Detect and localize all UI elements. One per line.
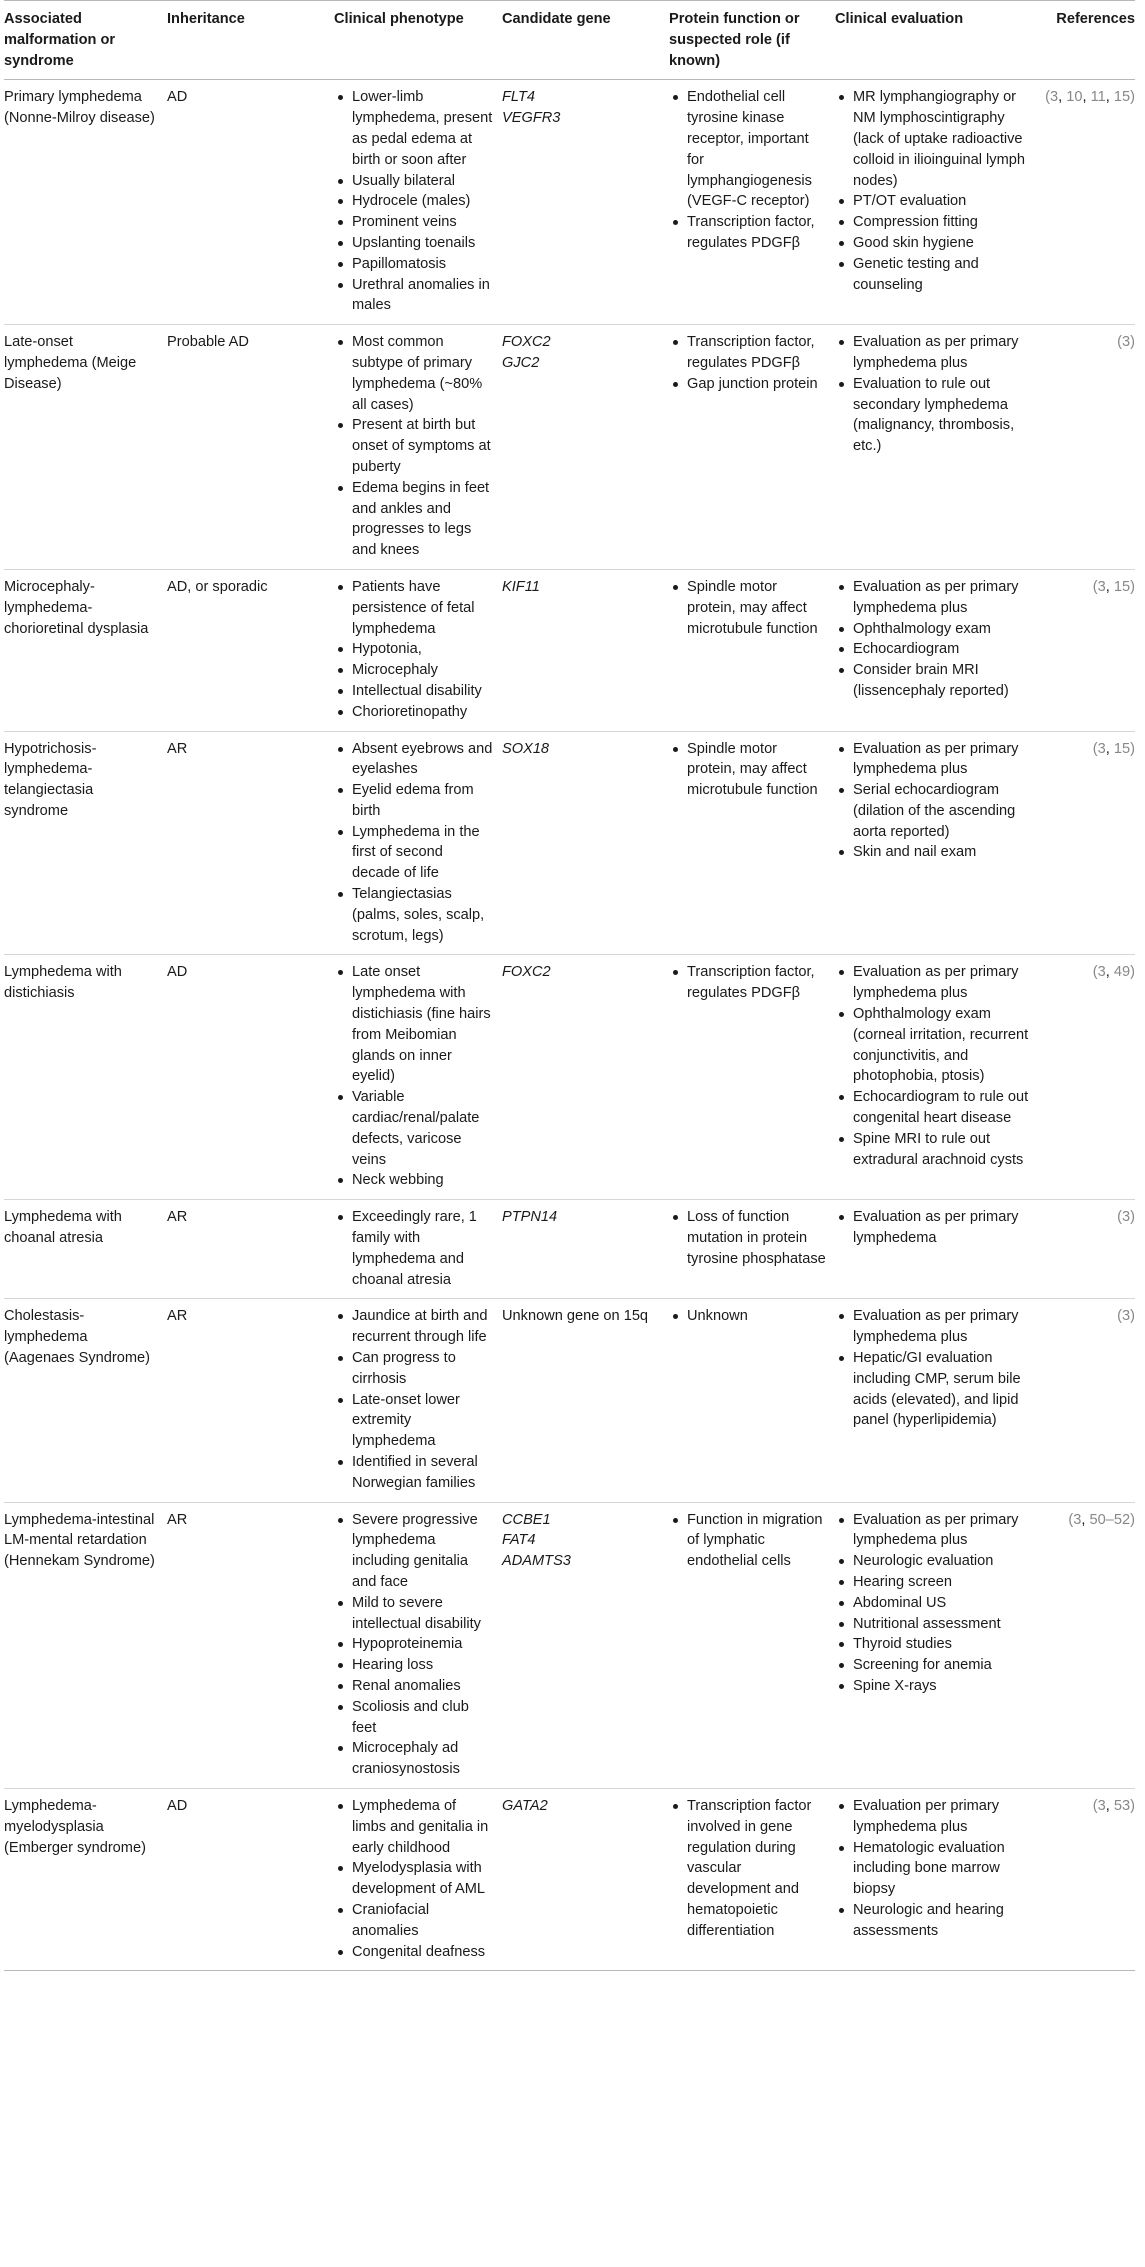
evaluation-item: Spine X-rays [853, 1676, 1035, 1697]
phenotype-item-list [334, 577, 494, 723]
phenotype-item-list [334, 1510, 494, 1780]
gene-name: FLT4 [502, 89, 535, 106]
gene-cell [502, 1200, 669, 1299]
function-item: Transcription factor, regulates PDGFβ [687, 962, 827, 1004]
evaluation-item: Good skin hygiene [853, 233, 1035, 254]
reference-link[interactable]: 3 [1097, 964, 1106, 981]
function-item-list [669, 577, 827, 639]
evaluation-cell [835, 1299, 1043, 1502]
references-cell: (3, 10, 11, 15) [1043, 80, 1135, 325]
phenotype-item: Exceedingly rare, 1 family with lymphedema and choanal atresia [352, 1207, 494, 1290]
table-row [4, 1788, 1135, 1970]
syndrome-cell [4, 325, 167, 570]
reference-link[interactable]: 3 [1097, 1797, 1106, 1814]
evaluation-item-list [835, 962, 1035, 1170]
evaluation-item: Hearing screen [853, 1572, 1035, 1593]
evaluation-item: Screening for anemia [853, 1655, 1035, 1676]
evaluation-cell [835, 1502, 1043, 1788]
phenotype-item: Late-onset lower extremity lymphedema [352, 1390, 494, 1452]
phenotype-item: Late onset lymphedema with distichiasis (fine hairs from Meibomian glands on inner eyelid) [352, 962, 494, 1087]
table-row [4, 731, 1135, 955]
gene-name: CCBE1 [502, 1511, 551, 1528]
evaluation-item: Ophthalmology exam (corneal irritation, recurrent conjunctivitis, and photophobia, ptosis) [853, 1004, 1035, 1087]
header-phenotype: Clinical phenotype [334, 1, 502, 80]
evaluation-item: Ophthalmology exam [853, 619, 1035, 640]
phenotype-item-list [334, 1306, 494, 1493]
evaluation-item: PT/OT evaluation [853, 191, 1035, 212]
reference-link[interactable]: 3 [1073, 1511, 1082, 1528]
evaluation-item-list [835, 87, 1035, 295]
syndrome-cell [4, 955, 167, 1200]
gene-cell [502, 731, 669, 955]
phenotype-item: Congenital deafness [352, 1942, 494, 1963]
inheritance-value: AR [167, 740, 188, 757]
protein-function-cell [669, 731, 835, 955]
function-item: Transcription factor, regulates PDGFβ [687, 332, 827, 374]
gene-cell [502, 325, 669, 570]
phenotype-item: Severe progressive lymphedema including genitalia and face [352, 1510, 494, 1593]
evaluation-item: Abdominal US [853, 1593, 1035, 1614]
inheritance-cell [167, 1502, 334, 1788]
phenotype-item: Can progress to cirrhosis [352, 1348, 494, 1390]
syndrome-name: Hypotrichosis-lymphedema-telangiectasia syndrome [4, 740, 97, 819]
function-item-list [669, 1510, 827, 1572]
evaluation-item-list [835, 1510, 1035, 1697]
protein-function-cell [669, 569, 835, 731]
inheritance-value: AD, or sporadic [167, 578, 268, 595]
phenotype-item: Scoliosis and club feet [352, 1697, 494, 1739]
syndrome-name: Lymphedema with distichiasis [4, 964, 122, 1002]
gene-name: VEGFR3 [502, 110, 561, 127]
evaluation-cell [835, 731, 1043, 955]
evaluation-item: Nutritional assessment [853, 1614, 1035, 1635]
table-row [4, 569, 1135, 731]
phenotype-item: Most common subtype of primary lymphedema (~80% all cases) [352, 332, 494, 415]
references-cell: (3) [1043, 1299, 1135, 1502]
phenotype-item: Jaundice at birth and recurrent through life [352, 1306, 494, 1348]
gene-name: ADAMTS3 [502, 1553, 571, 1570]
phenotype-item: Microcephaly [352, 660, 494, 681]
gene-cell [502, 1299, 669, 1502]
inheritance-value: AD [167, 1797, 188, 1814]
syndrome-cell [4, 1788, 167, 1970]
evaluation-item: Thyroid studies [853, 1634, 1035, 1655]
syndrome-name: Lymphedema with choanal atresia [4, 1209, 122, 1247]
evaluation-item: Spine MRI to rule out extradural arachnoid cysts [853, 1129, 1035, 1171]
evaluation-item: Echocardiogram to rule out congenital heart disease [853, 1087, 1035, 1129]
evaluation-item: Compression fitting [853, 212, 1035, 233]
phenotype-item: Usually bilateral [352, 171, 494, 192]
evaluation-item: Neurologic and hearing assessments [853, 1900, 1035, 1942]
syndrome-cell [4, 1502, 167, 1788]
phenotype-item: Hearing loss [352, 1655, 494, 1676]
syndrome-cell [4, 80, 167, 325]
syndrome-table [4, 0, 1135, 1971]
phenotype-item: Variable cardiac/renal/palate defects, varicose veins [352, 1087, 494, 1170]
evaluation-cell [835, 1788, 1043, 1970]
inheritance-cell [167, 1788, 334, 1970]
references-cell: (3) [1043, 1200, 1135, 1299]
evaluation-item: Genetic testing and counseling [853, 254, 1035, 296]
header-gene: Candidate gene [502, 1, 669, 80]
phenotype-item: Chorioretinopathy [352, 702, 494, 723]
header-clinical-evaluation: Clinical evaluation [835, 1, 1043, 80]
references-cell: (3, 15) [1043, 731, 1135, 955]
evaluation-cell [835, 955, 1043, 1200]
phenotype-item-list [334, 1796, 494, 1962]
evaluation-item-list [835, 577, 1035, 702]
gene-cell [502, 80, 669, 325]
protein-function-cell [669, 1200, 835, 1299]
syndrome-name: Microcephaly-lymphedema-chorioretinal dysplasia [4, 578, 149, 637]
gene-name: FAT4 [502, 1532, 536, 1549]
inheritance-value: AR [167, 1308, 188, 1325]
evaluation-item: Skin and nail exam [853, 842, 1035, 863]
phenotype-item: Renal anomalies [352, 1676, 494, 1697]
evaluation-item-list [835, 1207, 1035, 1249]
gene-cell [502, 955, 669, 1200]
evaluation-item: Evaluation to rule out secondary lymphedema (malignancy, thrombosis, etc.) [853, 374, 1035, 457]
evaluation-item: Evaluation as per primary lymphedema plus [853, 332, 1035, 374]
phenotype-cell [334, 80, 502, 325]
inheritance-value: Probable AD [167, 334, 249, 351]
inheritance-cell [167, 80, 334, 325]
evaluation-item: Evaluation as per primary lymphedema plus [853, 962, 1035, 1004]
gene-cell [502, 569, 669, 731]
gene-name: Unknown gene on 15q [502, 1308, 649, 1325]
evaluation-item: MR lymphangiography or NM lymphoscintigraphy (lack of uptake radioactive colloid in ilioinguinal lymph nodes) [853, 87, 1035, 191]
inheritance-value: AR [167, 1209, 188, 1226]
evaluation-item: Consider brain MRI (lissencephaly reported) [853, 660, 1035, 702]
header-syndrome: Associated malformation or syndrome [4, 1, 167, 80]
header-inheritance: Inheritance [167, 1, 334, 80]
reference-link[interactable]: 50–52 [1089, 1511, 1131, 1528]
evaluation-cell [835, 80, 1043, 325]
phenotype-cell [334, 1502, 502, 1788]
syndrome-name: Lymphedema-myelodysplasia (Emberger syndrome) [4, 1797, 146, 1856]
table-row [4, 1299, 1135, 1502]
phenotype-item-list [334, 87, 494, 316]
phenotype-item-list [334, 332, 494, 561]
function-item-list [669, 332, 827, 394]
phenotype-item-list [334, 962, 494, 1191]
header-row [4, 1, 1135, 80]
phenotype-cell [334, 325, 502, 570]
phenotype-cell [334, 1200, 502, 1299]
gene-name: PTPN14 [502, 1209, 558, 1226]
reference-link[interactable]: 3 [1097, 578, 1106, 595]
table-row [4, 1200, 1135, 1299]
phenotype-item: Identified in several Norwegian families [352, 1452, 494, 1494]
function-item: Transcription factor, regulates PDGFβ [687, 212, 827, 254]
reference-link[interactable]: 3 [1122, 334, 1131, 351]
evaluation-item-list [835, 332, 1035, 457]
function-item: Spindle motor protein, may affect microtubule function [687, 577, 827, 639]
evaluation-item: Serial echocardiogram (dilation of the ascending aorta reported) [853, 780, 1035, 842]
gene-name: GATA2 [502, 1797, 548, 1814]
phenotype-cell [334, 731, 502, 955]
inheritance-cell [167, 955, 334, 1200]
table-row [4, 325, 1135, 570]
references-cell: (3, 53) [1043, 1788, 1135, 1970]
protein-function-cell [669, 955, 835, 1200]
phenotype-item: Myelodysplasia with development of AML [352, 1858, 494, 1900]
phenotype-item: Edema begins in feet and ankles and progresses to legs and knees [352, 478, 494, 561]
phenotype-item: Papillomatosis [352, 254, 494, 275]
gene-name: SOX18 [502, 740, 550, 757]
gene-name: FOXC2 [502, 964, 551, 981]
syndrome-name: Cholestasis-lymphedema (Aagenaes Syndrome) [4, 1308, 151, 1367]
gene-cell [502, 1502, 669, 1788]
phenotype-item: Intellectual disability [352, 681, 494, 702]
function-item: Gap junction protein [687, 374, 827, 395]
evaluation-item: Hematologic evaluation including bone marrow biopsy [853, 1838, 1035, 1900]
reference-link[interactable]: 10 [1066, 89, 1083, 106]
evaluation-item: Evaluation per primary lymphedema plus [853, 1796, 1035, 1838]
phenotype-cell [334, 569, 502, 731]
phenotype-item: Hydrocele (males) [352, 191, 494, 212]
phenotype-item-list [334, 739, 494, 947]
table-body [4, 80, 1135, 1971]
gene-name: GJC2 [502, 354, 540, 371]
table-row [4, 1502, 1135, 1788]
protein-function-cell [669, 1788, 835, 1970]
phenotype-item: Lower-limb lymphedema, present as pedal edema at birth or soon after [352, 87, 494, 170]
reference-link[interactable]: 49 [1113, 964, 1131, 981]
phenotype-item: Craniofacial anomalies [352, 1900, 494, 1942]
evaluation-item: Hepatic/GI evaluation including CMP, serum bile acids (elevated), and lipid panel (hyperlipidemia) [853, 1348, 1035, 1431]
phenotype-item: Present at birth but onset of symptoms at puberty [352, 415, 494, 477]
phenotype-item: Microcephaly ad craniosynostosis [352, 1738, 494, 1780]
gene-name: FOXC2 [502, 334, 551, 351]
reference-link[interactable]: 3 [1050, 89, 1059, 106]
inheritance-value: AD [167, 964, 188, 981]
phenotype-item: Urethral anomalies in males [352, 275, 494, 317]
evaluation-item-list [835, 739, 1035, 864]
inheritance-cell [167, 1299, 334, 1502]
phenotype-item: Mild to severe intellectual disability [352, 1593, 494, 1635]
table-row [4, 955, 1135, 1200]
inheritance-cell [167, 731, 334, 955]
evaluation-item: Evaluation as per primary lymphedema plus [853, 1306, 1035, 1348]
references-cell: (3, 49) [1043, 955, 1135, 1200]
phenotype-item: Eyelid edema from birth [352, 780, 494, 822]
evaluation-item-list [835, 1306, 1035, 1431]
inheritance-cell [167, 1200, 334, 1299]
header-protein-function: Protein function or suspected role (if known) [669, 1, 835, 80]
reference-link[interactable]: 3 [1122, 1308, 1131, 1325]
reference-link[interactable]: 3 [1097, 740, 1106, 757]
phenotype-item: Prominent veins [352, 212, 494, 233]
reference-link[interactable]: 53 [1113, 1797, 1131, 1814]
function-item-list [669, 87, 827, 253]
phenotype-cell [334, 955, 502, 1200]
gene-name: KIF11 [502, 578, 540, 595]
syndrome-cell [4, 1200, 167, 1299]
reference-link[interactable]: 11 [1090, 89, 1106, 106]
syndrome-cell [4, 569, 167, 731]
function-item: Spindle motor protein, may affect microtubule function [687, 739, 827, 801]
phenotype-item: Neck webbing [352, 1170, 494, 1191]
function-item: Function in migration of lymphatic endothelial cells [687, 1510, 827, 1572]
evaluation-item: Echocardiogram [853, 639, 1035, 660]
syndrome-name: Late-onset lymphedema (Meige Disease) [4, 334, 137, 392]
evaluation-cell [835, 325, 1043, 570]
evaluation-item: Evaluation as per primary lymphedema [853, 1207, 1035, 1249]
function-item-list [669, 1207, 827, 1269]
phenotype-item: Upslanting toenails [352, 233, 494, 254]
table-row [4, 80, 1135, 325]
phenotype-item: Lymphedema of limbs and genitalia in early childhood [352, 1796, 494, 1858]
evaluation-item: Evaluation as per primary lymphedema plus [853, 739, 1035, 781]
phenotype-item-list [334, 1207, 494, 1290]
inheritance-value: AR [167, 1511, 188, 1528]
evaluation-item: Evaluation as per primary lymphedema plus [853, 577, 1035, 619]
evaluation-cell [835, 569, 1043, 731]
protein-function-cell [669, 80, 835, 325]
syndrome-cell [4, 731, 167, 955]
function-item-list [669, 739, 827, 801]
references-cell: (3) [1043, 325, 1135, 570]
phenotype-item: Hypoproteinemia [352, 1634, 494, 1655]
phenotype-cell [334, 1299, 502, 1502]
function-item: Unknown [687, 1306, 827, 1327]
evaluation-item: Evaluation as per primary lymphedema plus [853, 1510, 1035, 1552]
syndrome-name: Primary lymphedema (Nonne-Milroy disease) [4, 89, 155, 127]
protein-function-cell [669, 1299, 835, 1502]
reference-link[interactable]: 15 [1113, 578, 1131, 595]
reference-link[interactable]: 15 [1113, 89, 1131, 106]
function-item-list [669, 1796, 827, 1942]
phenotype-item: Absent eyebrows and eyelashes [352, 739, 494, 781]
function-item-list [669, 1306, 827, 1327]
function-item: Transcription factor involved in gene regulation during vascular development and hematopoietic differentiation [687, 1796, 827, 1942]
function-item: Loss of function mutation in protein tyrosine phosphatase [687, 1207, 827, 1269]
protein-function-cell [669, 325, 835, 570]
function-item-list [669, 962, 827, 1004]
function-item: Endothelial cell tyrosine kinase receptor, important for lymphangiogenesis (VEGF-C receptor) [687, 87, 827, 212]
gene-cell [502, 1788, 669, 1970]
inheritance-value: AD [167, 89, 188, 106]
evaluation-item: Neurologic evaluation [853, 1551, 1035, 1572]
evaluation-item-list [835, 1796, 1035, 1942]
phenotype-item: Patients have persistence of fetal lymphedema [352, 577, 494, 639]
phenotype-item: Telangiectasias (palms, soles, scalp, scrotum, legs) [352, 884, 494, 946]
syndrome-name: Lymphedema-intestinal LM-mental retardation (Hennekam Syndrome) [4, 1511, 155, 1570]
header-references: References [1043, 1, 1135, 80]
phenotype-cell [334, 1788, 502, 1970]
references-cell: (3, 50–52) [1043, 1502, 1135, 1788]
reference-link[interactable]: 3 [1122, 1209, 1131, 1226]
inheritance-cell [167, 325, 334, 570]
reference-link[interactable]: 15 [1113, 740, 1131, 757]
references-cell: (3, 15) [1043, 569, 1135, 731]
phenotype-item: Hypotonia, [352, 639, 494, 660]
inheritance-cell [167, 569, 334, 731]
phenotype-item: Lymphedema in the first of second decade of life [352, 822, 494, 884]
evaluation-cell [835, 1200, 1043, 1299]
protein-function-cell [669, 1502, 835, 1788]
syndrome-cell [4, 1299, 167, 1502]
